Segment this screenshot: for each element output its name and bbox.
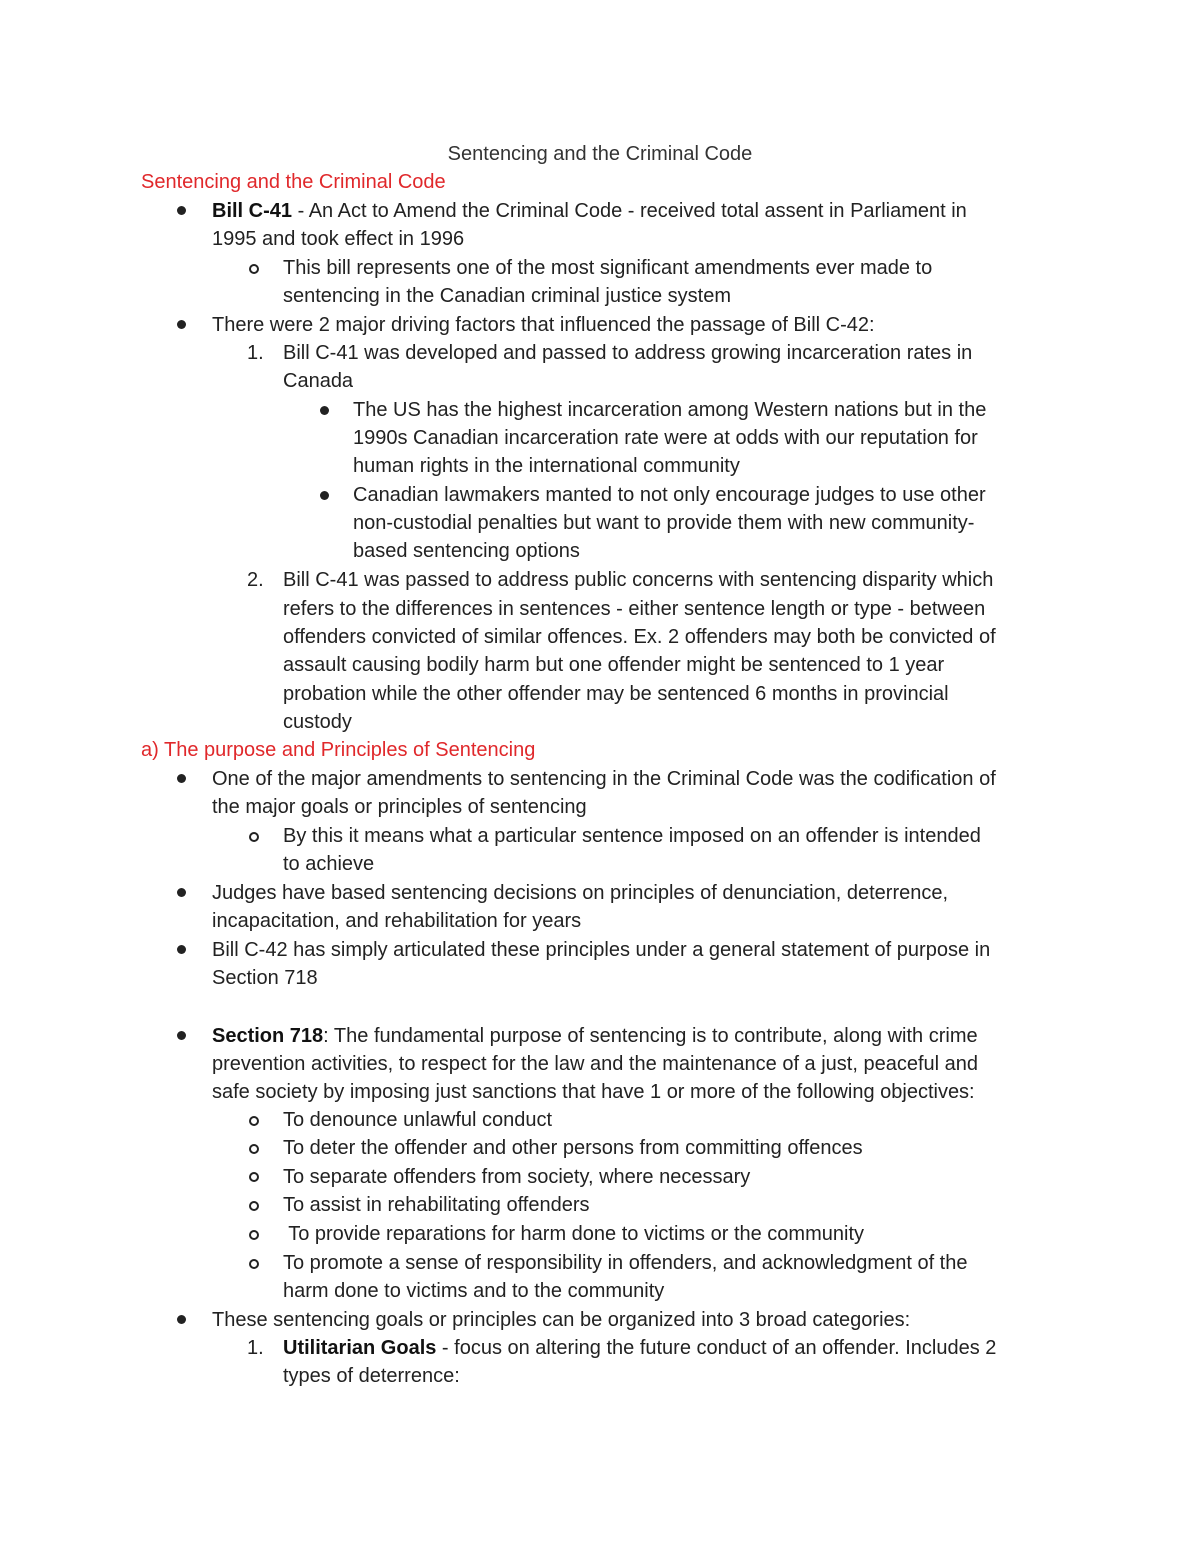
bullet-ring — [249, 1259, 259, 1269]
bullet-dot — [177, 1031, 186, 1040]
sub-bullet-text: By this it means what a particular sentence imposed on an offender is intended — [283, 825, 981, 847]
bullet-text: incapacitation, and rehabilitation for years — [212, 910, 582, 932]
objective-item: To deter the offender and other persons from committing offences — [283, 1137, 863, 1159]
sub-bullet-text: sentencing in the Canadian criminal justice system — [283, 285, 731, 307]
objective-item: To promote a sense of responsibility in offenders, and acknowledgment of the — [283, 1252, 968, 1274]
bullet-text: 1995 and took effect in 1996 — [212, 228, 465, 250]
numbered-item-text: refers to the differences in sentences - either sentence length or type - between — [283, 598, 986, 620]
numbered-item-text: types of deterrence: — [283, 1365, 460, 1387]
sub-bullet-text: This bill represents one of the most significant amendments ever made to — [283, 257, 933, 279]
numbered-item-utilitarian — [283, 1334, 996, 1362]
objective-item-continued: harm done to victims and to the community — [283, 1280, 665, 1302]
bullet-dot — [177, 320, 186, 329]
bullet-dot — [177, 1315, 186, 1324]
sub-sub-bullet-text: The US has the highest incarceration among Western nations but in the — [353, 399, 987, 421]
bullet-dot — [320, 406, 329, 415]
numbered-item-text: - focus on altering the future conduct of an offender. Includes 2 — [436, 1337, 997, 1359]
bullet-text: safe society by imposing just sanctions that have 1 or more of the following objectives: — [212, 1081, 975, 1103]
section-heading-sentencing: Sentencing and the Criminal Code — [141, 171, 446, 193]
sub-sub-bullet-text: human rights in the international community — [353, 455, 740, 477]
bold-term: Bill C-41 — [212, 200, 293, 222]
objective-item: To provide reparations for harm done to victims or the community — [283, 1223, 864, 1245]
list-number: 1. — [247, 342, 264, 364]
bullet-text: One of the major amendments to sentencing in the Criminal Code was the codification of — [212, 768, 996, 790]
bullet-text: Bill C-42 has simply articulated these principles under a general statement of purpose in — [212, 939, 991, 961]
sub-sub-bullet-text: 1990s Canadian incarceration rate were at odds with our reputation for — [353, 427, 978, 449]
bullet-text: Section 718 — [212, 967, 318, 989]
sub-bullet-text: to achieve — [283, 853, 375, 875]
bullet-driving-factors: There were 2 major driving factors that influenced the passage of Bill C-42: — [212, 314, 875, 336]
document-title: Sentencing and the Criminal Code — [447, 143, 753, 165]
bullet-text: These sentencing goals or principles can be organized into 3 broad categories: — [212, 1309, 911, 1331]
bullet-ring — [249, 832, 259, 842]
bullet-dot — [177, 206, 186, 215]
bullet-dot — [320, 491, 329, 500]
bullet-text: the major goals or principles of sentencing — [212, 796, 587, 818]
section-heading-purpose: a) The purpose and Principles of Sentencing — [141, 739, 536, 761]
sub-sub-bullet-text: Canadian lawmakers manted to not only encourage judges to use other — [353, 484, 986, 506]
bullet-text: : The fundamental purpose of sentencing is to contribute, along with crime — [323, 1025, 978, 1047]
numbered-item-text: probation while the other offender may be sentenced 6 months in provincial — [283, 683, 949, 705]
bullet-text: - An Act to Amend the Criminal Code - received total assent in Parliament in — [292, 200, 967, 222]
bullet-ring — [249, 1144, 259, 1154]
bold-term: Section 718 — [212, 1025, 324, 1047]
bullet-text: prevention activities, to respect for the law and the maintenance of a just, peaceful and — [212, 1053, 979, 1075]
sub-sub-bullet-text: non-custodial penalties but want to provide them with new community- — [353, 512, 975, 534]
sub-sub-bullet-text: based sentencing options — [353, 540, 580, 562]
objective-item: To assist in rehabilitating offenders — [283, 1194, 590, 1216]
objective-item: To denounce unlawful conduct — [283, 1109, 553, 1131]
bullet-text: Judges have based sentencing decisions on principles of denunciation, deterrence, — [212, 882, 949, 904]
numbered-item-text: assault causing bodily harm but one offender might be sentenced to 1 year — [283, 654, 945, 676]
bullet-ring — [249, 1201, 259, 1211]
numbered-item-text: custody — [283, 711, 352, 733]
numbered-item-text: Canada — [283, 370, 354, 392]
objective-item: To separate offenders from society, where necessary — [283, 1166, 751, 1188]
list-number: 1. — [247, 1337, 264, 1359]
bullet-section-718 — [212, 1022, 978, 1050]
list-number: 2. — [247, 569, 264, 591]
bullet-ring — [249, 264, 259, 274]
bullet-dot — [177, 774, 186, 783]
bullet-ring — [249, 1172, 259, 1182]
bullet-ring — [249, 1230, 259, 1240]
bullet-ring — [249, 1116, 259, 1126]
numbered-item-text: Bill C-41 was passed to address public concerns with sentencing disparity which — [283, 569, 994, 591]
bullet-dot — [177, 945, 186, 954]
numbered-item-text: Bill C-41 was developed and passed to address growing incarceration rates in — [283, 342, 973, 364]
bold-term: Utilitarian Goals — [283, 1337, 437, 1359]
numbered-item-text: offenders convicted of similar offences. Ex. 2 offenders may both be convicted of — [283, 626, 996, 648]
bullet-bill-c41 — [212, 197, 967, 225]
bullet-dot — [177, 888, 186, 897]
